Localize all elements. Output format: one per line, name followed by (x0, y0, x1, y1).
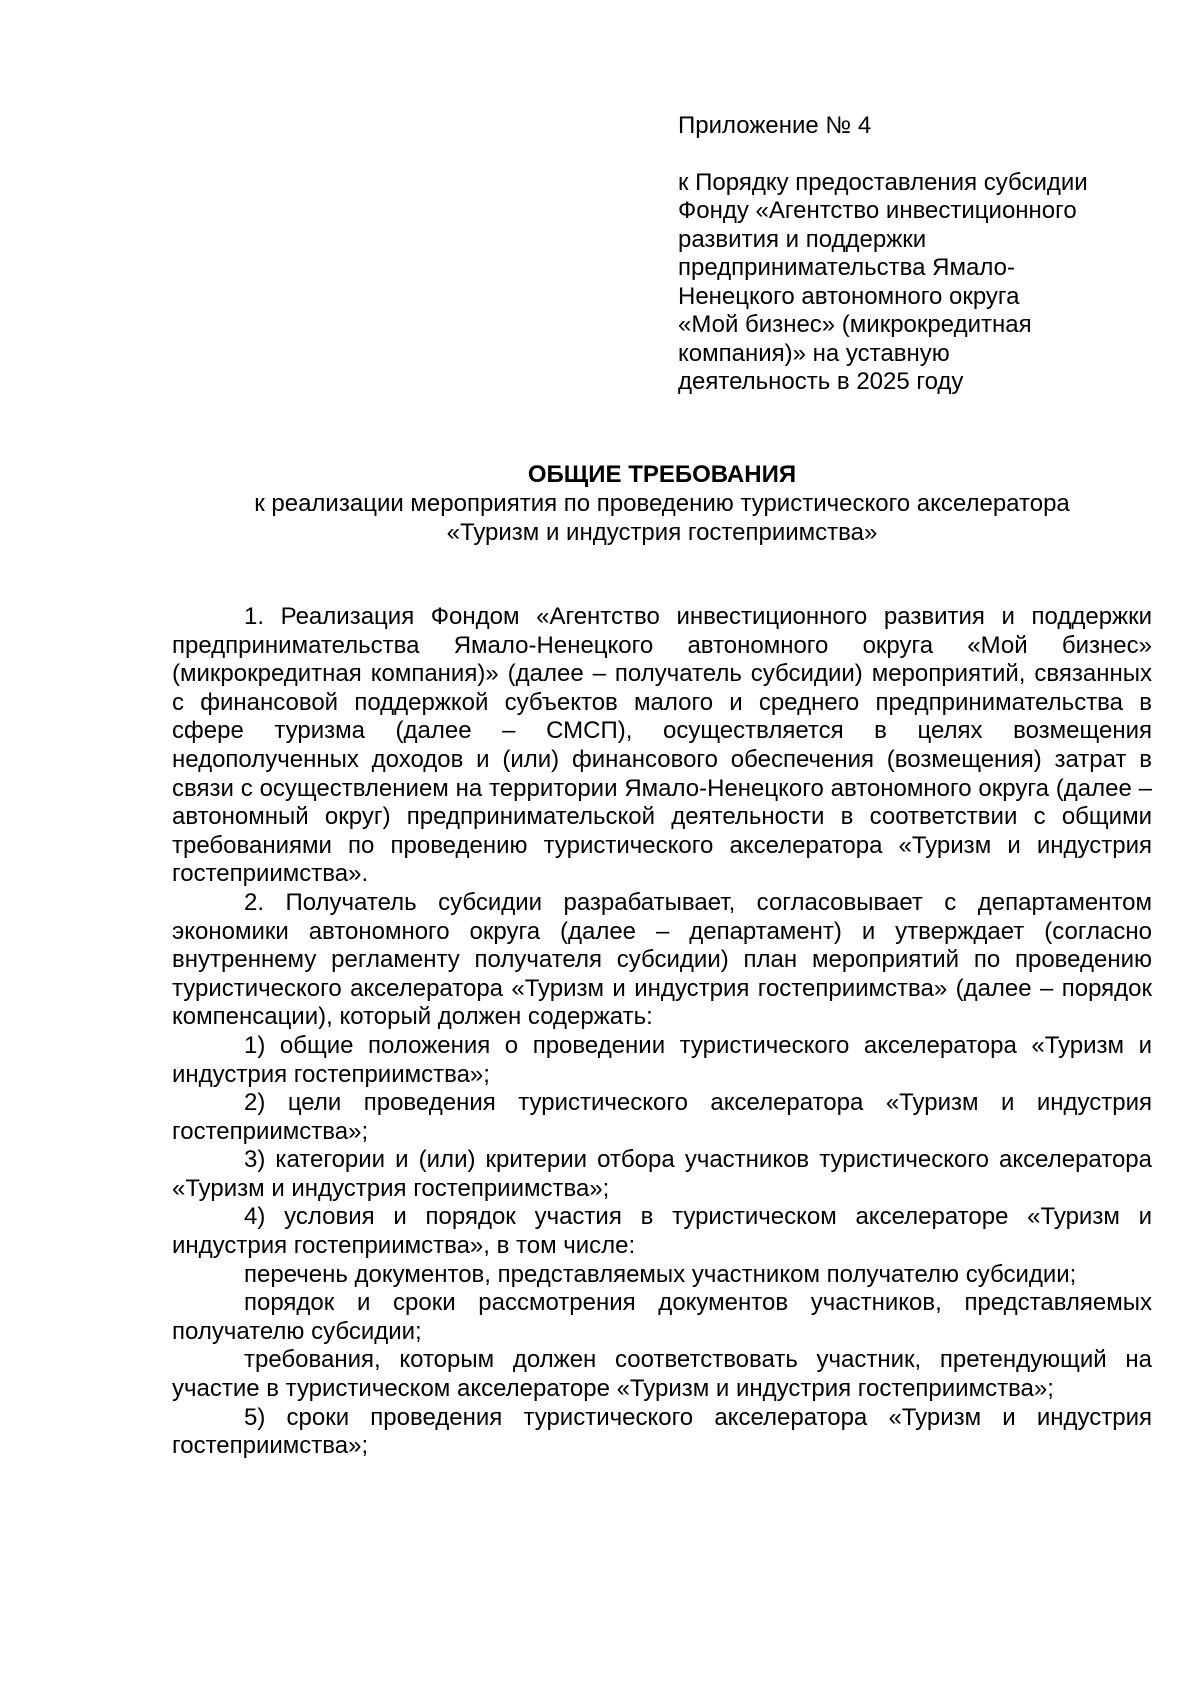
document-body (172, 603, 1152, 1461)
sub-item-requirements: требования, которым должен соответствовать участник, претендующий на участие в туристическом акселераторе «Туризм и индустрия гостеприимства»; (172, 1346, 1152, 1403)
document-heading (172, 460, 1152, 547)
appendix-block (678, 112, 1148, 397)
sub-item-documents: перечень документов, представляемых участником получателю субсидии; (244, 1260, 1077, 1288)
list-item-2: 2) цели проведения туристического акселератора «Туризм и индустрия гостеприимства»; (172, 1089, 1152, 1145)
appendix-reference: к Порядку предоставления субсидии Фонду «Агентство инвестиционного развития и поддержки предпринимательства Ямало- Ненецкого автономного округа «Мой бизнес» (микрокредитная компания)» на уставную деятельность в 2025 году (678, 168, 1088, 395)
list-item-5: 5) сроки проведения туристического акселератора «Туризм и индустрия гостеприимства»; (172, 1403, 1152, 1460)
list-item-4: 4) условия и порядок участия в туристическом акселераторе «Туризм и индустрия гостеприимства», в том числе: (172, 1203, 1152, 1260)
list-item-1: 1) общие положения о проведении туристического акселератора «Туризм и индустрия гостеприимства»; (172, 1031, 1152, 1088)
list-item-3: 3) категории и (или) критерии отбора участников туристического акселератора «Туризм и индустрия гостеприимства»; (172, 1146, 1152, 1202)
paragraph-2: 2. Получатель субсидии разрабатывает, согласовывает с департаментом экономики автономного округа (далее – департамент) и утверждает (согласно внутреннему регламенту получателя субсидии) план мероприятий по проведению туристического акселератора «Туризм и индустрия гостеприимства» (далее – порядок компенсации), который должен содержать: (172, 888, 1152, 1031)
document-subtitle: к реализации мероприятия по проведению туристического акселератора «Туризм и индустрия гостеприимства» (254, 490, 1070, 546)
appendix-number: Приложение № 4 (678, 112, 872, 139)
sub-item-review: порядок и сроки рассмотрения документов участников, представляемых получателю субсидии; (172, 1289, 1152, 1345)
document-title: ОБЩИЕ ТРЕБОВАНИЯ (527, 461, 797, 488)
paragraph-1: 1. Реализация Фондом «Агентство инвестиционного развития и поддержки предпринимательства Ямало-Ненецкого автономного округа «Мой бизнес» (микрокредитная компания)» (далее – получатель субсидии) мероприятий, связанных с финансовой поддержкой субъектов малого и среднего предпринимательства в сфере туризма (далее – СМСП), осуществляется в целях возмещения недополученных доходов и (или) финансового обеспечения (возмещения) затрат в связи с осуществлением на территории Ямало-Ненецкого автономного округа (далее – автономный округ) предпринимательской деятельности в соответствии с общими требованиями по проведению туристического акселератора «Туризм и индустрия гостеприимства». (172, 603, 1152, 888)
